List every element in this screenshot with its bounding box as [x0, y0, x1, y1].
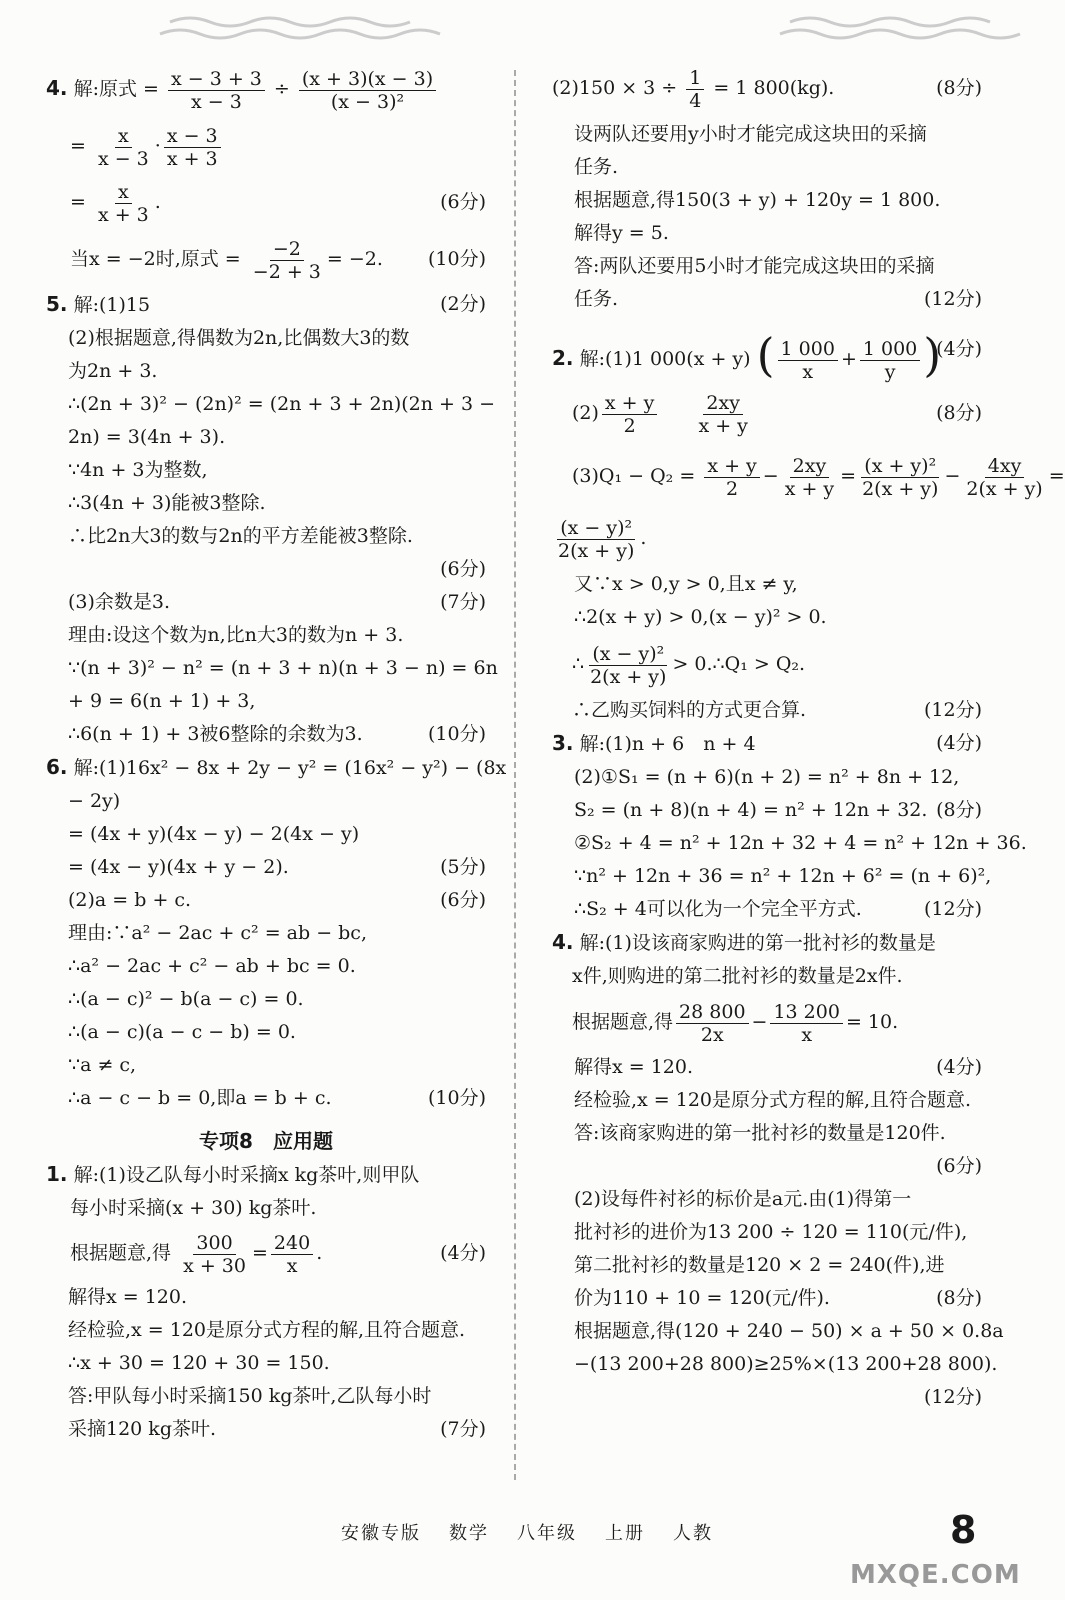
text-line — [46, 950, 486, 983]
score: (12分) — [923, 898, 982, 920]
operator: − — [944, 465, 961, 487]
line-text: (2)根据题意,得偶数为2n,比偶数大3的数 — [68, 327, 410, 349]
line-text: 答:该商家购进的第一批衬衫的数量是120件. — [574, 1122, 946, 1144]
text-line — [46, 454, 486, 487]
text-line — [46, 520, 486, 553]
text-line — [46, 884, 486, 917]
fraction — [587, 643, 669, 688]
line-text: ∴比2n大3的数与2n的平方差能被3整除. — [68, 525, 413, 547]
line-text: ∴x + 30 = 120 + 30 = 150. — [68, 1352, 330, 1374]
q1-text: 根据题意,得 — [70, 1242, 172, 1264]
line-text: S₂ = (n + 8)(n + 4) = n² + 12n + 32. — [574, 799, 928, 821]
q1b-line1 — [552, 58, 982, 118]
text-line — [46, 983, 486, 1016]
problem-number: 3. — [552, 731, 574, 755]
q2-line3 — [552, 444, 1065, 508]
q2-text: ∴乙购买饲料的方式更合算. — [572, 699, 807, 721]
fraction — [695, 392, 750, 437]
score: (10分) — [427, 723, 486, 745]
line-text: 任务. — [574, 156, 619, 178]
line-text: ∵n² + 12n + 36 = n² + 12n + 6² = (n + 6)², — [574, 865, 992, 887]
score: (8分) — [936, 1287, 982, 1309]
text-line — [552, 1084, 982, 1117]
paren-right: ) — [923, 328, 942, 382]
text-line — [46, 322, 486, 355]
p4-text: = −2. — [326, 248, 383, 270]
denominator: x + 30 — [183, 1254, 246, 1277]
line-text: ∵a ≠ c, — [68, 1054, 137, 1076]
score: (7分) — [440, 1418, 486, 1440]
problem-number: 5. — [46, 292, 68, 316]
score: (8分) — [936, 799, 982, 821]
score: (4分) — [936, 338, 982, 360]
text-line — [552, 217, 982, 250]
denominator: 2x — [700, 1023, 724, 1046]
denominator: 2(x + y) — [966, 477, 1043, 500]
denominator: 2(x + y) — [558, 539, 635, 562]
line-text: 根据题意,得(120 + 240 − 50) × a + 50 × 0.8a — [574, 1320, 1004, 1342]
text-line — [46, 355, 486, 388]
top-decoration — [0, 0, 1054, 50]
denominator: y — [884, 360, 896, 383]
q2-text: ∴ — [572, 653, 585, 675]
p4-text: . — [154, 191, 161, 213]
fraction — [602, 392, 657, 437]
score: (4分) — [440, 1242, 486, 1264]
numerator: x — [115, 125, 132, 148]
denominator: x — [286, 1254, 298, 1277]
q4-text: x件,则购进的第二批衬衫的数量是2x件. — [572, 965, 903, 987]
text-line — [46, 818, 486, 851]
line-text: 答:两队还要用5小时才能完成这块田的采摘 — [574, 255, 935, 277]
problem-number: 2. — [552, 346, 574, 370]
denominator: x — [801, 1023, 813, 1046]
score: (6分) — [440, 191, 486, 213]
text-line — [46, 1049, 486, 1082]
text-line — [46, 751, 507, 785]
numerator: 1 000 — [778, 338, 838, 361]
line-text: 批衬衫的进价为13 200 ÷ 120 = 110(元/件), — [574, 1221, 968, 1243]
denominator: 4 — [689, 89, 702, 112]
text-line — [46, 1347, 486, 1380]
fraction — [704, 455, 759, 500]
text-line — [552, 727, 982, 761]
text-line — [552, 860, 992, 893]
text-line — [46, 652, 498, 685]
line-text: 2n) = 3(4n + 3). — [68, 426, 226, 448]
line-text: 根据题意,得150(3 + y) + 120y = 1 800. — [574, 189, 941, 211]
text-line — [46, 388, 496, 421]
score: (6分) — [936, 1155, 982, 1177]
line-text: −(13 200+28 800)≥25%×(13 200+28 800). — [574, 1353, 998, 1375]
text-line — [552, 151, 982, 184]
text-line — [552, 184, 982, 217]
line-text: ∴2(x + y) > 0,(x − y)² > 0. — [574, 606, 827, 628]
line-text: 理由:∵a² − 2ac + c² = ab − bc, — [68, 922, 367, 944]
text-line — [46, 685, 486, 718]
numerator: 1 — [686, 67, 704, 90]
problem-number: 6. — [46, 755, 68, 779]
line-text: (2)a = b + c. — [68, 889, 192, 911]
text-line — [552, 1348, 998, 1381]
p4-text: 当x = −2时,原式 = — [70, 248, 241, 270]
problem-number: 4. — [552, 930, 574, 954]
fraction — [859, 455, 941, 500]
numerator: x − 3 + 3 — [168, 68, 265, 91]
text-line — [46, 1281, 486, 1314]
text-line — [46, 421, 486, 454]
line-text: 价为110 + 10 = 120(元/件). — [574, 1287, 830, 1309]
column-divider — [514, 70, 516, 1480]
line-text: ∴6(n + 1) + 3被6整除的余数为3. — [68, 723, 363, 745]
p4-line2 — [46, 118, 486, 174]
text-line — [552, 1117, 982, 1150]
score: (12分) — [923, 288, 982, 310]
q2-text: > 0.∴Q₁ > Q₂. — [672, 653, 806, 675]
text-line — [46, 1314, 486, 1347]
line-text: 解:(1)15 — [73, 294, 151, 316]
line-text — [552, 1155, 574, 1177]
line-text: 解:(1)n + 6 n + 4 — [579, 733, 756, 755]
numerator: 4xy — [985, 455, 1025, 478]
text-line — [46, 1413, 486, 1446]
denominator: x + y — [784, 477, 835, 500]
text-line — [46, 619, 486, 652]
operator: − — [751, 1011, 768, 1033]
text-line — [552, 601, 982, 634]
line-text: 经检验,x = 120是原分式方程的解,且符合题意. — [574, 1089, 972, 1111]
fraction — [164, 125, 221, 170]
denominator: x — [802, 360, 814, 383]
q1-text: . — [316, 1242, 323, 1264]
q2-text: 解:(1)1 000(x + y) — [579, 348, 751, 370]
line-text: 经检验,x = 120是原分式方程的解,且符合题意. — [68, 1319, 466, 1341]
fraction — [95, 125, 152, 170]
q4-text: 根据题意,得 — [572, 1011, 674, 1033]
text-line — [552, 794, 982, 827]
fraction — [782, 455, 837, 500]
numerator: 1 000 — [860, 338, 920, 361]
numerator: x + y — [602, 392, 657, 415]
fraction — [95, 181, 152, 226]
text-line — [46, 1380, 486, 1413]
operator: − — [762, 465, 779, 487]
numerator: −2 — [270, 238, 304, 261]
denominator: 2 — [623, 414, 636, 437]
fraction — [168, 68, 265, 113]
q2-text: (2) — [572, 402, 599, 424]
q1-text: 每小时采摘(x + 30) kg茶叶. — [70, 1197, 317, 1219]
numerator: 2xy — [790, 455, 830, 478]
denominator: x + 3 — [97, 203, 149, 226]
numerator: (x + y)² — [861, 455, 939, 478]
footer-edition: 安徽专版 — [341, 1523, 421, 1544]
score: (7分) — [440, 591, 486, 613]
numerator: 2xy — [703, 392, 743, 415]
numerator: (x − y)² — [557, 517, 635, 540]
text-line — [552, 1150, 982, 1183]
score: (12分) — [923, 699, 982, 721]
footer-subject: 数学 — [449, 1523, 489, 1544]
fraction — [250, 238, 324, 283]
text-line — [46, 288, 486, 322]
q1b-text: (2)150 × 3 ÷ — [552, 77, 678, 99]
fraction — [555, 517, 637, 562]
text-line — [46, 785, 486, 818]
p4-line1 — [46, 58, 486, 118]
problem-5 — [46, 288, 498, 751]
line-text: 理由:设这个数为n,比n大3的数为n + 3. — [68, 624, 404, 646]
page-number: 8 — [950, 1508, 977, 1552]
line-text: 设两队还要用y小时才能完成这块田的采摘 — [574, 123, 927, 145]
line-text: 采摘120 kg茶叶. — [68, 1418, 217, 1440]
numerator: (x − y)² — [589, 643, 667, 666]
score: (10分) — [427, 248, 486, 270]
line-text: (2)设每件衬衫的标价是a元.由(1)得第一 — [574, 1188, 912, 1210]
q1-text: 解:(1)设乙队每小时采摘x kg茶叶,则甲队 — [73, 1164, 420, 1186]
q2-text: . — [640, 527, 647, 549]
line-text: ∴a² − 2ac + c² − ab + bc = 0. — [68, 955, 356, 977]
fraction — [860, 338, 920, 383]
text-line — [552, 827, 1027, 860]
q1-line2 — [46, 1192, 486, 1225]
score: (4分) — [936, 1056, 982, 1078]
denominator: −2 + 3 — [252, 260, 321, 283]
denominator: 2(x + y) — [590, 665, 667, 688]
p4-line3 — [46, 174, 486, 230]
text-line — [46, 586, 486, 619]
paren-left: ( — [756, 328, 775, 382]
text-line — [552, 1249, 982, 1282]
line-text: 解得x = 120. — [68, 1286, 188, 1308]
denominator: 2(x + y) — [862, 477, 939, 500]
text-line — [552, 1216, 982, 1249]
fraction — [778, 338, 838, 383]
p4-text: = — [70, 135, 86, 157]
text-line — [552, 250, 982, 283]
line-text: ∴a − c − b = 0,即a = b + c. — [68, 1087, 332, 1109]
line-text: ∴S₂ + 4可以化为一个完全平方式. — [574, 898, 862, 920]
fraction — [180, 1232, 249, 1277]
q4-text: = 10. — [845, 1011, 899, 1033]
fraction — [770, 1001, 842, 1046]
q4-rest — [552, 1051, 1004, 1414]
text-line — [46, 487, 486, 520]
footer — [0, 1519, 1054, 1545]
problem-6 — [46, 751, 507, 1115]
score: (2分) — [440, 293, 486, 315]
line-text — [552, 1386, 574, 1408]
text-line — [46, 718, 486, 751]
q4-line2 — [552, 960, 982, 993]
operator: + — [840, 348, 857, 370]
denominator: x + y — [698, 414, 748, 437]
denominator: x − 3 — [97, 147, 149, 170]
line-text: 解得y = 5. — [574, 222, 669, 244]
line-text: 第二批衬衫的数量是120 × 2 = 240(件),进 — [574, 1254, 945, 1276]
score: (4分) — [936, 732, 982, 754]
q1-rest — [46, 1281, 486, 1446]
footer-grade: 八年级 — [517, 1523, 577, 1544]
line-text: 又∵x > 0,y > 0,且x ≠ y, — [574, 573, 798, 595]
operator: = — [252, 1242, 268, 1264]
numerator: x − 3 — [164, 125, 221, 148]
text-line — [552, 1183, 982, 1216]
text-line — [552, 283, 982, 316]
text-line — [552, 1051, 982, 1084]
q2-line2 — [552, 382, 982, 444]
problem-number: 4. — [46, 76, 68, 100]
q1-line3 — [46, 1225, 486, 1281]
score: (8分) — [936, 402, 982, 424]
text-line — [552, 1315, 1004, 1348]
section-title: 专项8 应用题 — [199, 1129, 333, 1153]
line-text: 任务. — [574, 288, 619, 310]
denominator: 2 — [725, 477, 739, 500]
operator: = — [840, 465, 857, 487]
line-text: = (4x − y)(4x + y − 2). — [68, 856, 289, 878]
q2-line4 — [552, 508, 982, 568]
numerator: x — [115, 181, 132, 204]
score: (6分) — [440, 889, 486, 911]
fraction — [676, 1001, 748, 1046]
q2-mid — [552, 568, 982, 634]
text-line — [46, 1016, 486, 1049]
line-text: 解:(1)16x² − 8x + 2y − y² = (16x² − y²) − (8x — [73, 757, 507, 779]
denominator: (x − 3)² — [330, 90, 405, 113]
text-line — [46, 553, 486, 586]
footer-publisher: 人教 — [673, 1523, 713, 1544]
score: (5分) — [440, 856, 486, 878]
q4-text: 解:(1)设该商家购进的第一批衬衫的数量是 — [579, 932, 936, 954]
text-line — [552, 118, 982, 151]
q2-line8 — [552, 694, 982, 727]
right-column — [552, 58, 1065, 1414]
fraction — [271, 1232, 313, 1277]
p4-text: 解:原式 = — [73, 78, 159, 100]
q1-line1 — [46, 1158, 486, 1192]
line-text: + 9 = 6(n + 1) + 3, — [68, 690, 256, 712]
operator: = — [1048, 465, 1065, 487]
fraction — [963, 455, 1045, 500]
line-text: ∴(2n + 3)² − (2n)² = (2n + 3 + 2n)(2n + 3 − — [68, 393, 496, 415]
q2-text: (3)Q₁ − Q₂ = — [572, 465, 696, 487]
line-text: − 2y) — [68, 790, 121, 812]
q4-line3 — [552, 993, 982, 1051]
numerator: x + y — [704, 455, 759, 478]
footer-volume: 上册 — [605, 1523, 645, 1544]
text-line — [552, 1381, 982, 1414]
line-text: ∴3(4n + 3)能被3整除. — [68, 492, 266, 514]
line-text: ∴(a − c)² − b(a − c) = 0. — [68, 988, 304, 1010]
text-line — [552, 568, 982, 601]
line-text: ∵4n + 3为整数, — [68, 459, 208, 481]
score: (6分) — [440, 558, 486, 580]
denominator: x − 3 — [191, 90, 242, 113]
text-line — [46, 1082, 486, 1115]
denominator: x + 3 — [166, 147, 218, 170]
numerator: 240 — [271, 1232, 313, 1255]
problem-number: 1. — [46, 1162, 68, 1186]
line-text: ②S₂ + 4 = n² + 12n + 32 + 4 = n² + 12n + 36. — [574, 832, 1027, 854]
score: (10分) — [427, 1087, 486, 1109]
q2-line1 — [552, 316, 982, 382]
left-column — [46, 58, 507, 1446]
text-line — [552, 761, 982, 794]
line-text: 为2n + 3. — [68, 360, 158, 382]
text-line — [46, 851, 486, 884]
line-text: (3)余数是3. — [68, 591, 171, 613]
line-text: (2)①S₁ = (n + 6)(n + 2) = n² + 8n + 12, — [574, 766, 960, 788]
numerator: 28 800 — [676, 1001, 748, 1024]
fraction — [299, 68, 436, 113]
q1b-rest — [552, 118, 982, 316]
fraction — [686, 67, 704, 112]
operator: ÷ — [273, 78, 290, 100]
line-text: 答:甲队每小时采摘150 kg茶叶,乙队每小时 — [68, 1385, 432, 1407]
line-text: ∴(a − c)(a − c − b) = 0. — [68, 1021, 296, 1043]
q1b-text: = 1 800(kg). — [713, 77, 835, 99]
line-text: 解得x = 120. — [574, 1056, 694, 1078]
numerator: (x + 3)(x − 3) — [299, 68, 436, 91]
numerator: 300 — [193, 1232, 235, 1255]
line-text: = (4x + y)(4x − y) − 2(4x − y) — [68, 823, 360, 845]
line-text — [46, 558, 68, 580]
score: (12分) — [923, 1386, 982, 1408]
operator: · — [154, 135, 161, 157]
numerator: 13 200 — [770, 1001, 842, 1024]
p4-text: = — [70, 191, 86, 213]
line-text: ∵(n + 3)² − n² = (n + 3 + n)(n + 3 − n) = 6n — [68, 657, 498, 679]
p4-line4 — [46, 230, 486, 288]
watermark: MXQE.COM — [850, 1560, 1021, 1590]
problem-q3 — [552, 727, 1027, 926]
text-line — [552, 1282, 982, 1315]
q4-line1 — [552, 926, 982, 960]
q2-line7 — [552, 634, 982, 694]
score: (8分) — [936, 77, 982, 99]
text-line — [552, 893, 982, 926]
text-line — [46, 917, 486, 950]
